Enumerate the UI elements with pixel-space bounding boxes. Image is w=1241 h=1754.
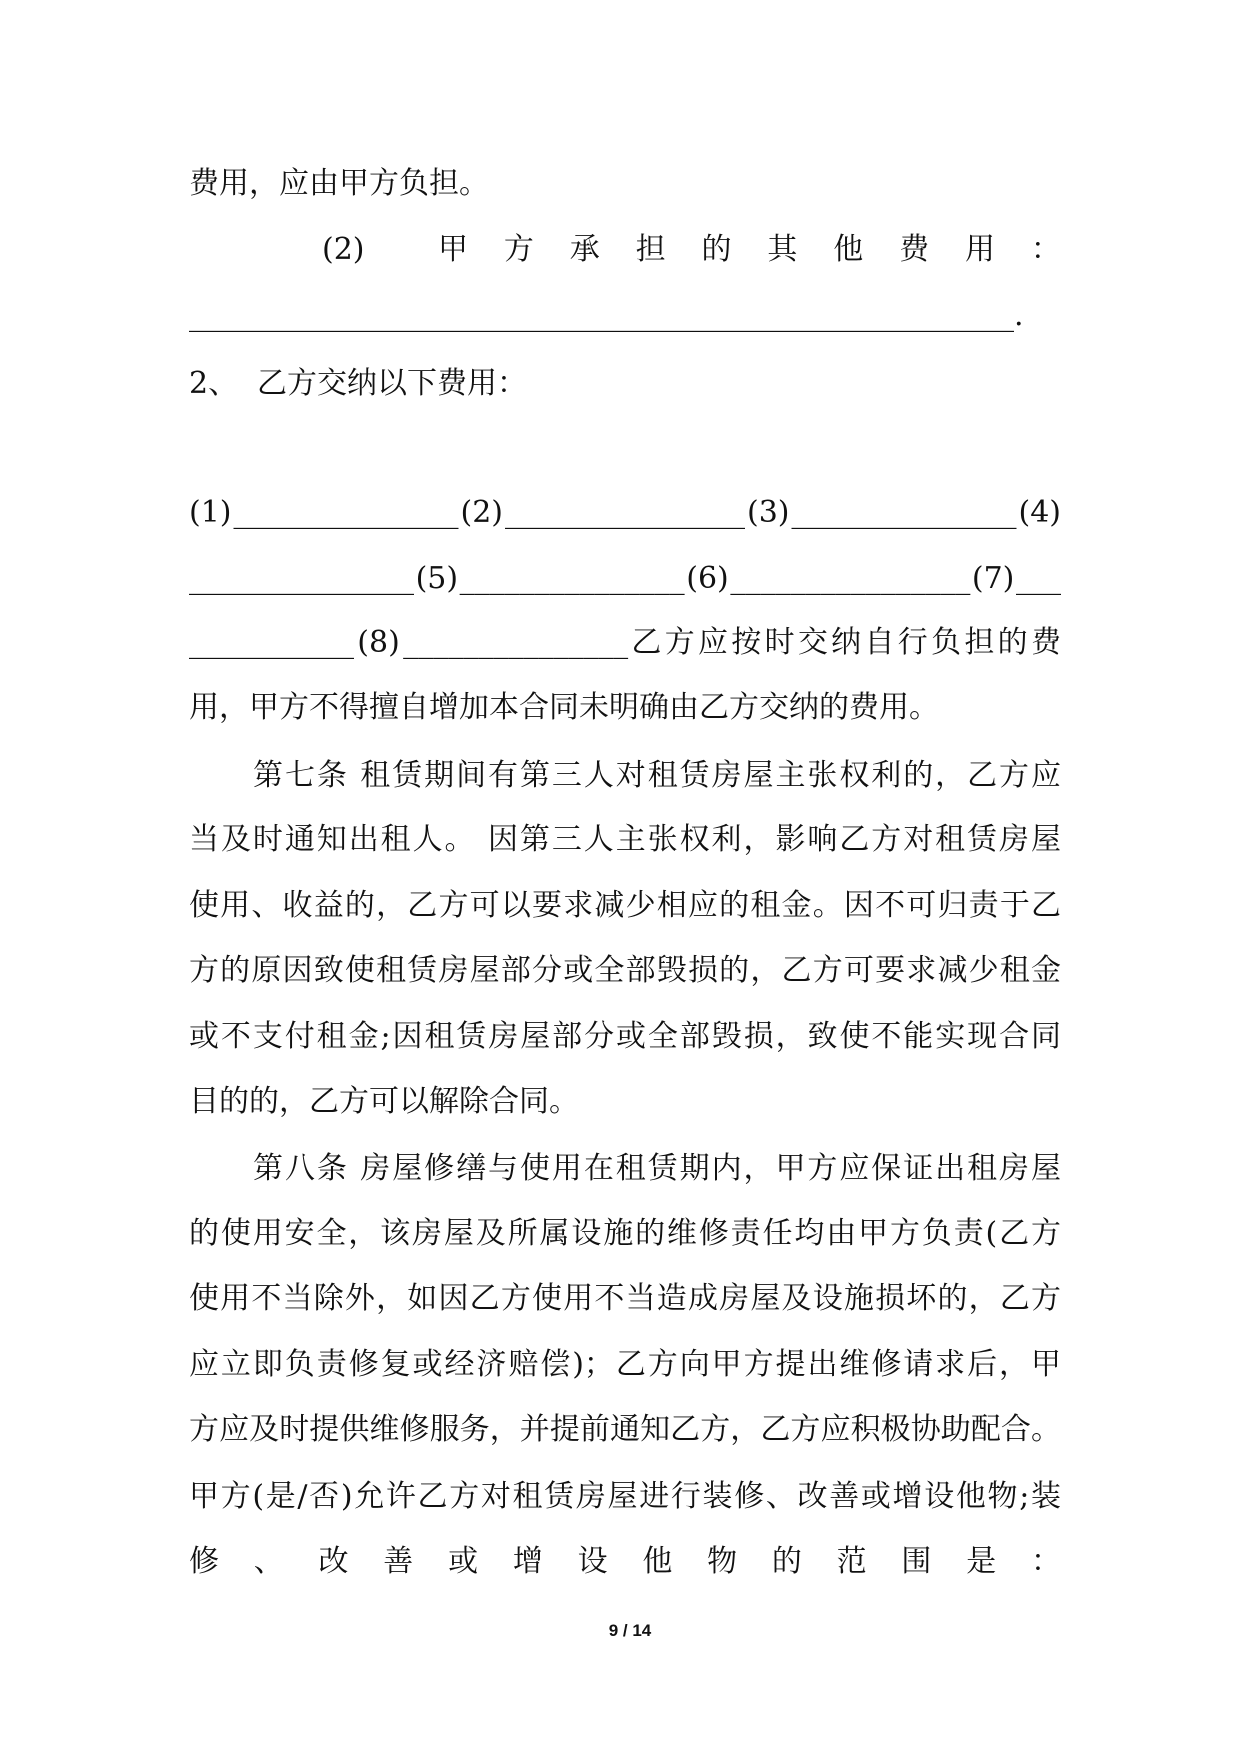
fee-blanks-row xyxy=(189,623,1061,663)
fill-blank: _______________ xyxy=(791,495,1017,530)
char: 方 xyxy=(664,625,695,660)
char: 方 xyxy=(503,232,534,267)
char: 费 xyxy=(1030,625,1061,660)
char: 的 xyxy=(997,625,1028,660)
body-line: 使用、收益的，乙方可以要求减少相应的租金。因不可归责于乙 xyxy=(189,888,1061,923)
char: 纳 xyxy=(831,625,862,660)
fill-blank: _______________ xyxy=(459,561,685,596)
other-fees-heading xyxy=(438,230,1061,270)
char: 其 xyxy=(767,232,798,267)
continued-text: 费用，应由甲方负担。 xyxy=(189,166,489,201)
body-line: 当及时通知出租人。 因第三人主张权利，影响乙方对租赁房屋 xyxy=(189,822,1061,857)
fill-blank: ________________ xyxy=(730,561,971,596)
char: 按 xyxy=(731,625,762,660)
char: 围 xyxy=(901,1544,932,1579)
fee-blanks-row xyxy=(189,493,1061,533)
char: 负 xyxy=(931,625,962,660)
char: 范 xyxy=(836,1544,867,1579)
body-line: 或不支付租金;因租赁房屋部分或全部毁损，致使不能实现合同 xyxy=(189,1019,1061,1054)
fill-blank: ___ xyxy=(1015,561,1061,596)
char: 他 xyxy=(642,1544,673,1579)
blank-label: (6) xyxy=(686,561,729,596)
char: 改 xyxy=(318,1544,349,1579)
clause-text: 乙方交纳以下费用： xyxy=(257,366,527,401)
body-line: 目的的，乙方可以解除合同。 xyxy=(189,1084,579,1119)
fill-blank: ________________ xyxy=(505,495,745,530)
body-line: 应立即负责修复或经济赔偿)；乙方向甲方提出维修请求后，甲 xyxy=(189,1347,1061,1382)
char: 用 xyxy=(965,232,995,267)
char: 他 xyxy=(833,232,864,267)
char: ： xyxy=(1030,232,1061,267)
char: 自 xyxy=(864,625,895,660)
body-line: 方的原因致使租赁房屋部分或全部毁损的，乙方可要求减少租金 xyxy=(189,953,1061,988)
char: 交 xyxy=(797,625,828,660)
char: 的 xyxy=(771,1544,802,1579)
other-fees-fill-blank: _______________________________________________________. xyxy=(189,298,1024,333)
blank-label: (7) xyxy=(971,561,1015,596)
blank-label: (1) xyxy=(189,495,232,530)
char: 担 xyxy=(964,625,995,660)
char: 的 xyxy=(701,232,732,267)
char: 时 xyxy=(764,625,795,660)
blank-label: (3) xyxy=(747,495,790,530)
fill-blank: _______________ xyxy=(189,561,414,596)
body-line: 甲方(是/否)允许乙方对租赁房屋进行装修、改善或增设他物;装 xyxy=(189,1479,1061,1514)
blank-label: (8) xyxy=(357,625,400,660)
char: 设 xyxy=(577,1544,608,1579)
other-fees-label: (2) xyxy=(322,232,365,267)
char: ： xyxy=(1030,1544,1061,1579)
article-8-heading-line: 第八条 房屋修缮与使用在租赁期内，甲方应保证出租房屋 xyxy=(253,1151,1061,1186)
char: 修 xyxy=(189,1544,219,1579)
fill-blank: ___________ xyxy=(189,625,354,660)
char: 、 xyxy=(253,1544,284,1579)
char: 甲 xyxy=(438,232,468,267)
clause-number: 2、 xyxy=(189,366,239,401)
page-number: 9 / 14 xyxy=(608,1621,652,1640)
body-line: 用，甲方不得擅自增加本合同未明确由乙方交纳的费用。 xyxy=(189,690,939,725)
char: 费 xyxy=(899,232,930,267)
body-line: 的使用安全，该房屋及所属设施的维修责任均由甲方负责(乙方 xyxy=(189,1216,1061,1251)
body-line: 使用不当除外，如因乙方使用不当造成房屋及设施损坏的，乙方 xyxy=(189,1281,1061,1316)
char: 承 xyxy=(569,232,600,267)
char: 物 xyxy=(707,1544,738,1579)
char: 善 xyxy=(383,1544,414,1579)
body-line: 方应及时提供维修服务，并提前通知乙方，乙方应积极协助配合。 xyxy=(189,1412,1061,1447)
blank-label: (2) xyxy=(460,495,503,530)
article-7-heading-line: 第七条 租赁期间有第三人对租赁房屋主张权利的，乙方应 xyxy=(253,758,1061,793)
char: 担 xyxy=(635,232,666,267)
fill-blank: _______________ xyxy=(403,625,629,660)
char: 乙 xyxy=(631,625,662,660)
char: 是 xyxy=(966,1544,997,1579)
char: 增 xyxy=(512,1544,543,1579)
char: 应 xyxy=(697,625,728,660)
char: 或 xyxy=(448,1544,479,1579)
blank-label: (5) xyxy=(415,561,459,596)
fill-blank: _______________ xyxy=(233,495,459,530)
char: 行 xyxy=(897,625,928,660)
fee-blanks-row xyxy=(189,559,1061,599)
blank-label: (4) xyxy=(1018,495,1061,530)
body-line xyxy=(189,1542,1061,1582)
